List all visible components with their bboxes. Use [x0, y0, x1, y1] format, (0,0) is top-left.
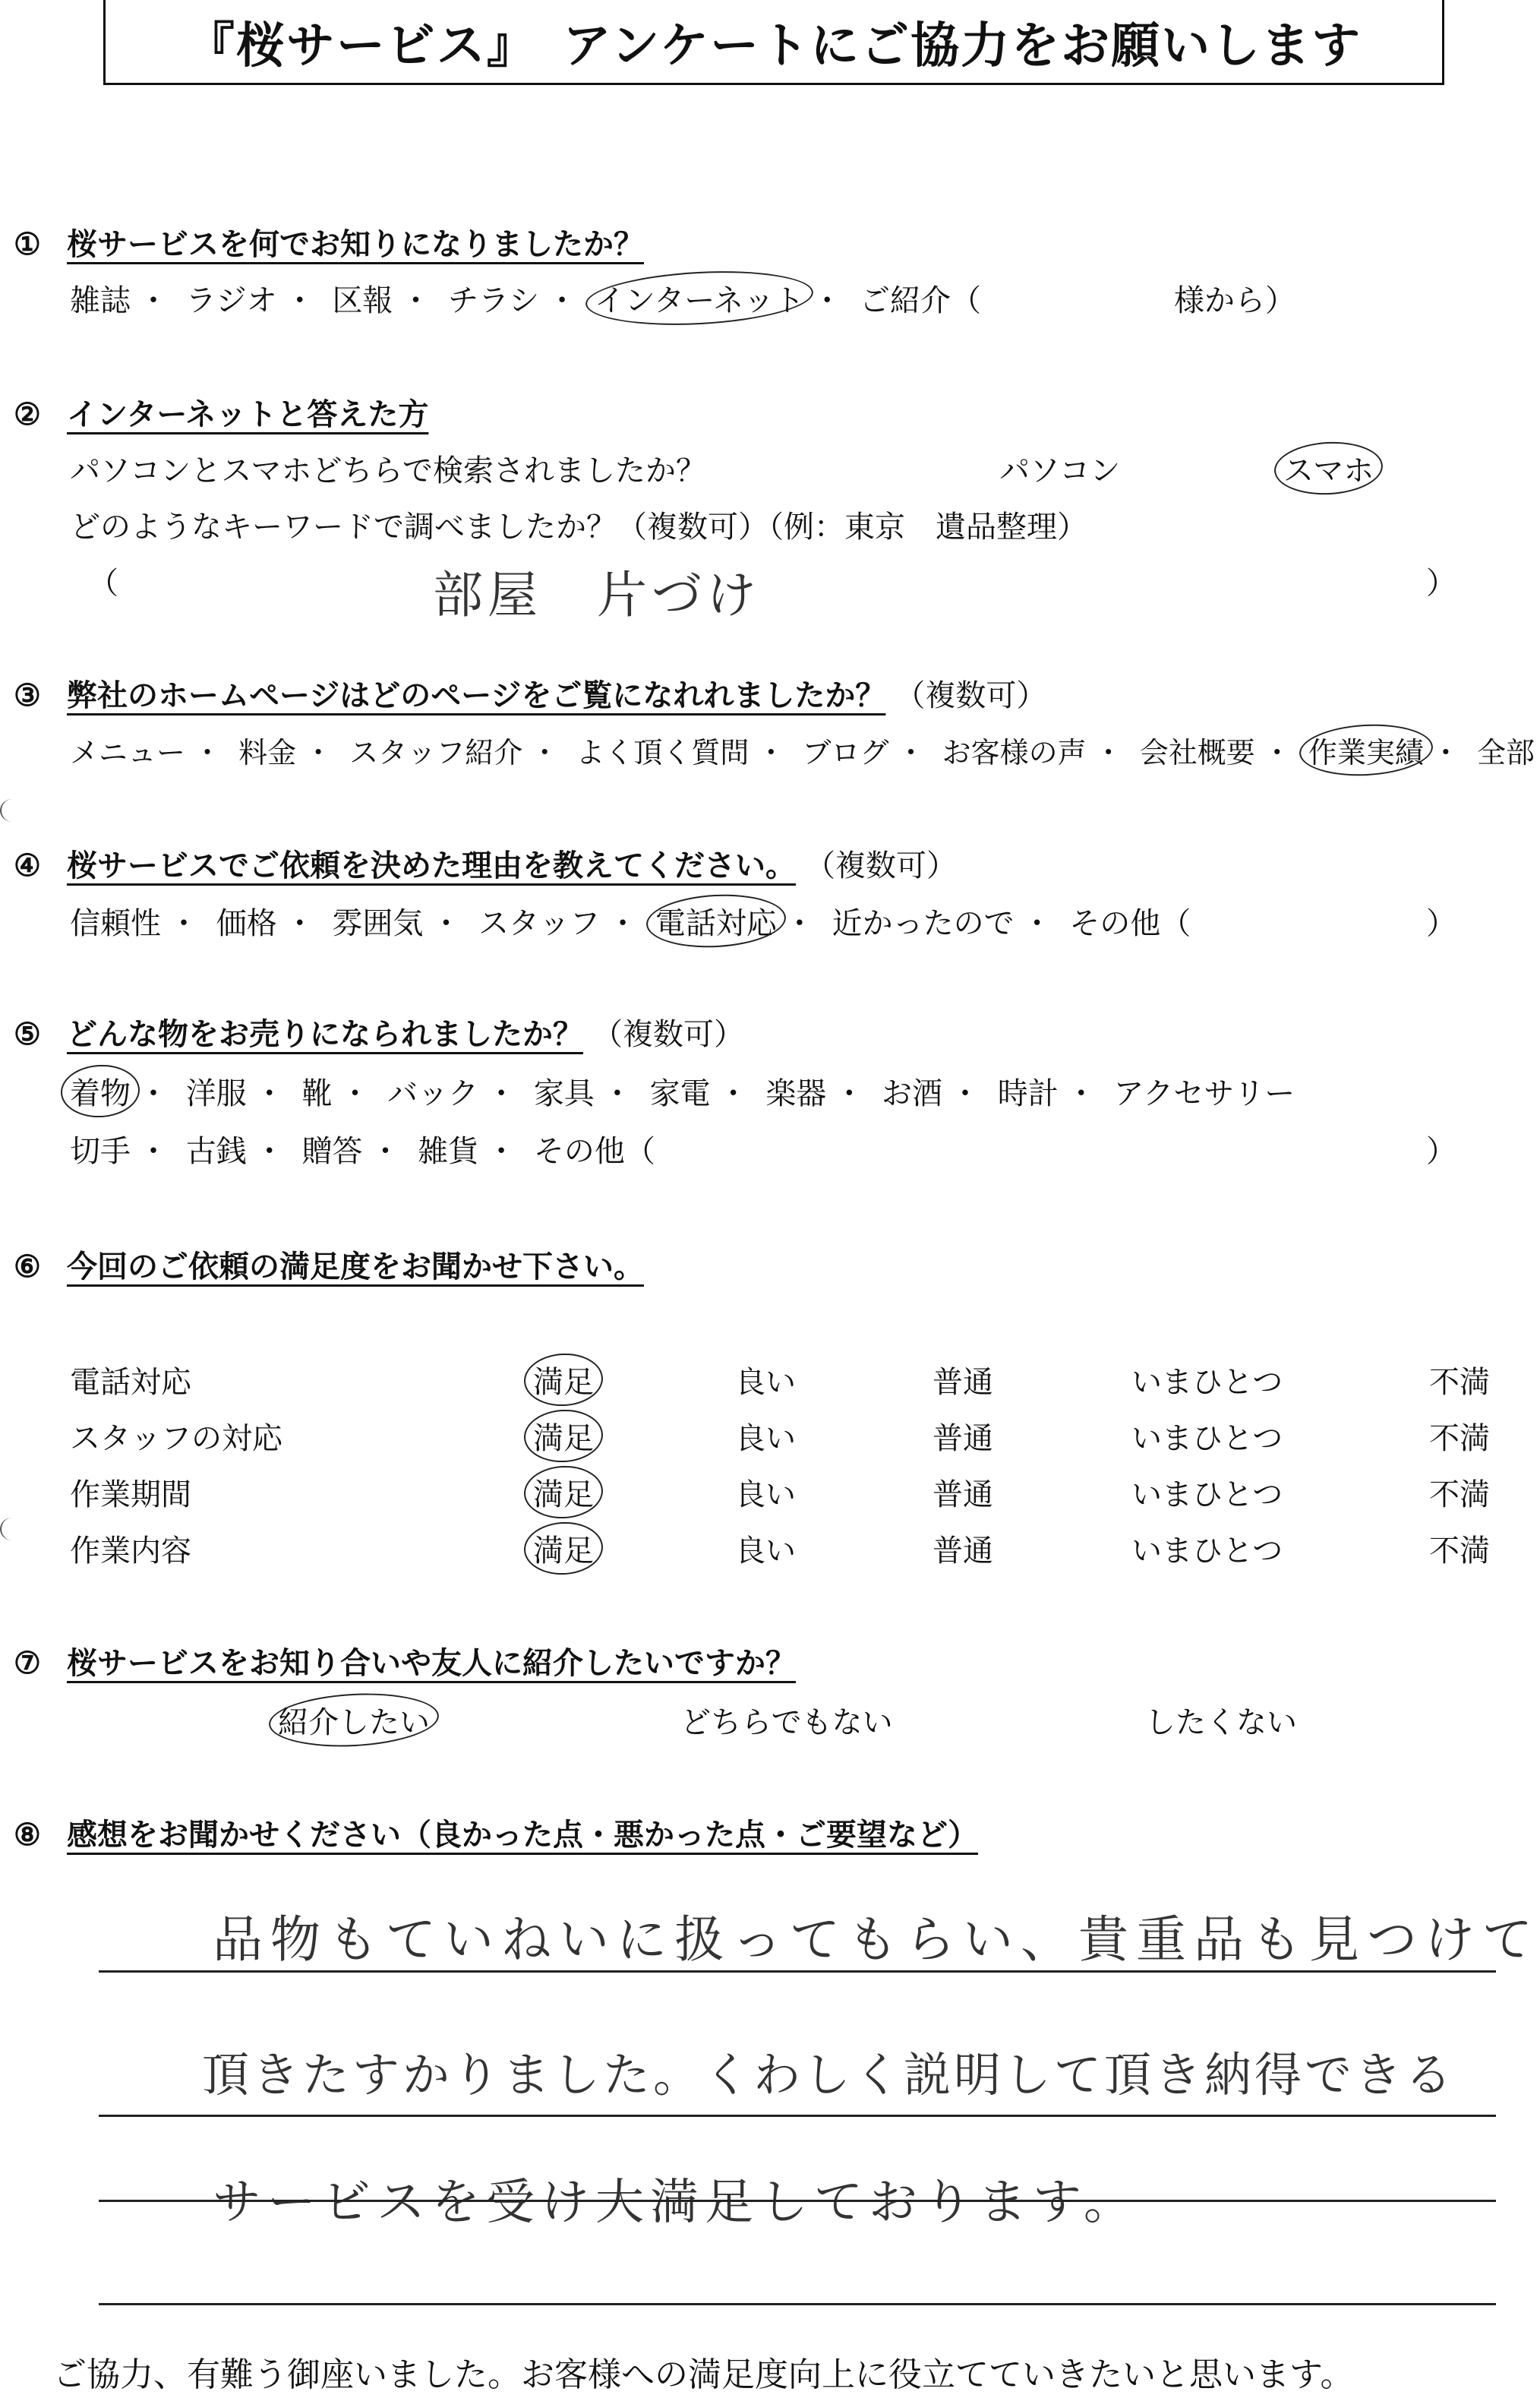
satisfaction-row: [70, 1358, 1513, 1400]
q3-option-company[interactable]: 会社概要: [1139, 736, 1255, 769]
q4-option-price[interactable]: 価格: [216, 906, 277, 941]
question-3-note: （複数可）: [895, 678, 1047, 713]
question-7-heading: [14, 1639, 796, 1682]
rating-satisfied-selected[interactable]: 満足: [533, 1414, 594, 1458]
rating-average[interactable]: 普通: [933, 1365, 993, 1400]
footer-thanks: ご協力、有難う御座いました。お客様への満足度向上に役立てていきたいと思います。: [53, 2355, 1354, 2394]
q5-option-shoes[interactable]: 靴: [301, 1076, 333, 1111]
q1-option-internet-selected[interactable]: インターネット: [595, 276, 804, 320]
question-3-heading: [14, 671, 1046, 715]
comment-rule: [99, 1970, 1496, 1973]
question-1-options: 雑誌 ・ ラジオ ・ 区報 ・ チラシ ・ インターネット ・ ご紹介（: [70, 276, 981, 320]
q4-option-atmosphere[interactable]: 雰囲気: [332, 906, 424, 941]
satisfaction-row: [70, 1414, 1513, 1456]
q1-referral-tail: 様から）: [1174, 283, 1295, 318]
question-4-number: ④: [14, 848, 41, 883]
q2-option-smartphone-selected[interactable]: スマホ: [1283, 447, 1374, 490]
question-3-number: ③: [14, 678, 41, 713]
scan-edge-mark: [0, 799, 24, 822]
comment-line-1: 品物もていねいに扱ってもらい、貴重品も見つけて: [213, 1910, 1540, 1969]
q4-option-staff[interactable]: スタッフ: [478, 906, 601, 941]
q1-option-referral[interactable]: ご紹介（: [860, 283, 981, 318]
comment-line-3: サービスを受け大満足しております。: [213, 2175, 1138, 2231]
rating-good[interactable]: 良い: [735, 1365, 796, 1400]
question-7-text: 桜サービスをお知り合いや友人に紹介したいですか？: [67, 1645, 796, 1681]
rating-not-quite[interactable]: いまひとつ: [1131, 1421, 1283, 1456]
rating-good[interactable]: 良い: [735, 1534, 796, 1569]
q3-option-blog[interactable]: ブログ: [802, 736, 889, 769]
q5-option-other[interactable]: その他（: [533, 1134, 655, 1169]
q2-keyword-question: どのようなキーワードで調べましたか？（複数可）（例：東京 遺品整理）: [70, 510, 1087, 545]
q5-option-old-coins[interactable]: 古銭: [185, 1134, 247, 1169]
rating-dissatisfied[interactable]: 不満: [1429, 1477, 1490, 1512]
q7-option-neutral[interactable]: どちらでもない: [680, 1705, 893, 1740]
q4-option-other[interactable]: その他（: [1069, 906, 1191, 941]
question-5-options-row2: 切手 ・ 古銭 ・ 贈答 ・ 雑貨 ・ その他（: [70, 1134, 655, 1169]
rating-good[interactable]: 良い: [735, 1421, 796, 1456]
q3-option-staff[interactable]: スタッフ紹介: [349, 736, 523, 769]
question-4-heading: [14, 842, 957, 885]
q1-option-ward-bulletin[interactable]: 区報: [332, 283, 393, 318]
question-4-options: 信頼性 ・ 価格 ・ 雰囲気 ・ スタッフ ・ 電話対応 ・ 近かったので ・ その他（: [70, 899, 1191, 943]
question-8-number: ⑧: [14, 1817, 41, 1853]
survey-title: 『桜サービス』 アンケートにご協力をお願いします: [103, 0, 1444, 85]
rating-not-quite[interactable]: いまひとつ: [1131, 1534, 1283, 1569]
comment-line-2: 頂きたすかりました。くわしく説明して頂き納得できる: [202, 2047, 1456, 2102]
q5-close-paren: ）: [1426, 1134, 1456, 1169]
q5-option-clothes[interactable]: 洋服: [185, 1076, 247, 1111]
q2-open-paren: （: [88, 566, 118, 601]
q5-option-goods[interactable]: 雑貨: [418, 1134, 479, 1169]
rating-not-quite[interactable]: いまひとつ: [1131, 1365, 1283, 1400]
question-3-options: メニュー ・ 料金 ・ スタッフ紹介 ・ よく頂く質問 ・ ブログ ・ お客様の声 ・ 会社概要 ・ 作業実績 ・ 全部: [70, 729, 1535, 771]
rating-good[interactable]: 良い: [735, 1477, 796, 1512]
q4-close-paren: ）: [1426, 906, 1456, 941]
comment-rule: [99, 2115, 1496, 2117]
q7-option-recommend-selected[interactable]: 紹介したい: [278, 1698, 430, 1742]
satisfaction-row-label: 作業期間: [70, 1477, 191, 1512]
q7-option-not-recommend[interactable]: したくない: [1145, 1705, 1297, 1740]
rating-average[interactable]: 普通: [933, 1534, 993, 1569]
question-4-text: 桜サービスでご依頼を決めた理由を教えてください。: [67, 848, 796, 883]
rating-average[interactable]: 普通: [933, 1477, 993, 1512]
question-2-number: ②: [14, 396, 41, 432]
rating-average[interactable]: 普通: [933, 1421, 993, 1456]
q4-option-nearby[interactable]: 近かったので: [832, 906, 1015, 941]
rating-dissatisfied[interactable]: 不満: [1429, 1534, 1490, 1569]
q1-option-magazine[interactable]: 雑誌: [70, 283, 131, 318]
q3-option-menu[interactable]: メニュー: [70, 736, 186, 769]
q2-close-paren: ）: [1426, 566, 1456, 601]
q2-device-question: パソコンとスマホどちらで検索されましたか？: [70, 453, 706, 488]
q4-option-trust[interactable]: 信頼性: [70, 906, 161, 941]
q5-option-gifts[interactable]: 贈答: [301, 1134, 363, 1169]
q3-option-price[interactable]: 料金: [238, 736, 297, 769]
q5-option-accessories[interactable]: アクセサリー: [1113, 1076, 1295, 1111]
question-5-heading: [14, 1010, 744, 1054]
question-5-number: ⑤: [14, 1016, 41, 1052]
question-2-heading: [14, 390, 428, 434]
q1-option-radio[interactable]: ラジオ: [185, 283, 277, 318]
q5-option-kimono-selected[interactable]: 着物: [70, 1069, 131, 1113]
question-5-options-row1: 着物 ・ 洋服 ・ 靴 ・ バック ・ 家具 ・ 家電 ・ 楽器 ・ お酒 ・ 時計 ・ アクセサリー: [70, 1069, 1295, 1113]
q3-option-faq[interactable]: よく頂く質問: [576, 736, 749, 769]
question-5-text: どんな物をお売りになられましたか？: [67, 1016, 583, 1052]
satisfaction-row-label: 電話対応: [70, 1365, 191, 1400]
rating-satisfied-selected[interactable]: 満足: [533, 1527, 594, 1570]
comment-rule: [99, 2303, 1496, 2305]
question-8-heading: [14, 1811, 978, 1854]
question-7-number: ⑦: [14, 1645, 41, 1681]
satisfaction-row-label: 作業内容: [70, 1534, 191, 1569]
satisfaction-row: [70, 1527, 1513, 1569]
scan-edge-mark: [0, 1518, 24, 1540]
question-6-text: 今回のご依頼の満足度をお聞かせ下さい。: [67, 1249, 644, 1284]
question-6-number: ⑥: [14, 1249, 41, 1284]
q5-option-furniture[interactable]: 家具: [533, 1076, 595, 1111]
question-6-heading: [14, 1243, 644, 1286]
q5-option-appliances[interactable]: 家電: [649, 1076, 711, 1111]
q1-option-flyer[interactable]: チラシ: [448, 283, 540, 318]
q5-option-instruments[interactable]: 楽器: [765, 1076, 827, 1111]
rating-dissatisfied[interactable]: 不満: [1429, 1421, 1490, 1456]
q5-option-stamps[interactable]: 切手: [70, 1134, 131, 1169]
q5-option-bags[interactable]: バック: [387, 1076, 479, 1111]
question-3-text: 弊社のホームページはどのページをご覧になれれましたか？: [67, 678, 886, 713]
question-8-text: 感想をお聞かせください（良かった点・悪かった点・ご要望など）: [67, 1817, 978, 1853]
question-2-text: インターネットと答えた方: [67, 396, 429, 432]
rating-satisfied-selected[interactable]: 満足: [533, 1471, 594, 1514]
q3-option-voice[interactable]: お客様の声: [942, 736, 1087, 769]
q3-option-all[interactable]: 全部: [1477, 736, 1535, 769]
q5-option-watches[interactable]: 時計: [997, 1076, 1059, 1111]
question-4-note: （複数可）: [805, 848, 957, 883]
q2-handwritten-keyword: 部屋 片づけ: [433, 566, 761, 624]
q5-option-liquor[interactable]: お酒: [882, 1076, 943, 1111]
q2-option-pc[interactable]: パソコン: [999, 453, 1121, 488]
rating-satisfied-selected[interactable]: 満足: [533, 1358, 594, 1401]
satisfaction-row: [70, 1471, 1513, 1512]
question-1-text: 桜サービスを何でお知りになりましたか？: [67, 226, 644, 262]
rating-dissatisfied[interactable]: 不満: [1429, 1365, 1490, 1400]
comment-rule: [99, 2200, 1496, 2202]
question-1-number: ①: [14, 226, 41, 262]
q3-option-works-selected[interactable]: 作業実績: [1308, 729, 1424, 771]
satisfaction-row-label: スタッフの対応: [70, 1421, 282, 1456]
rating-not-quite[interactable]: いまひとつ: [1131, 1477, 1283, 1512]
question-5-note: （複数可）: [592, 1017, 744, 1052]
question-1-heading: [14, 220, 644, 264]
q4-option-phone-selected[interactable]: 電話対応: [655, 899, 777, 943]
